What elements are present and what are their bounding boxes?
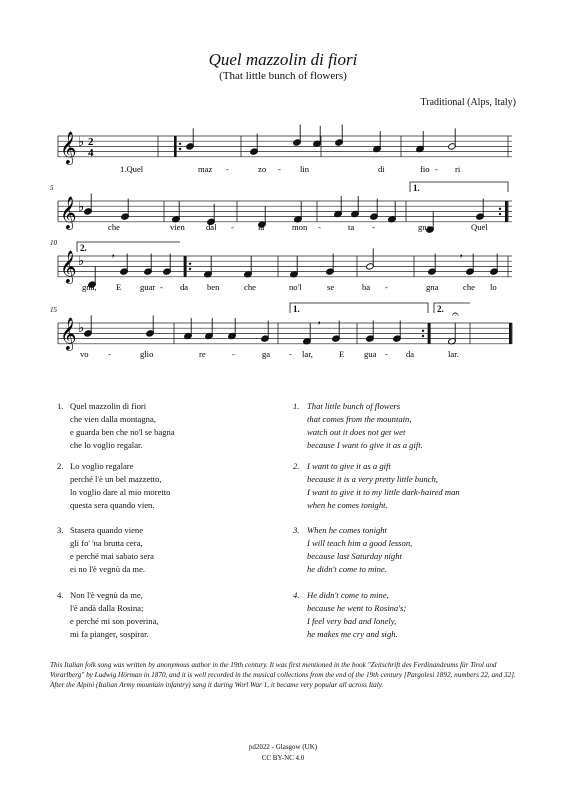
lyric-syllable: - bbox=[318, 222, 321, 232]
lyric-syllable: lin bbox=[300, 164, 310, 174]
verse-line: che lo voglio regalar. bbox=[70, 440, 143, 450]
lyric-syllable: ben bbox=[207, 282, 220, 292]
lyric-syllable: ga bbox=[262, 349, 271, 359]
flat-icon: ♭ bbox=[78, 320, 85, 335]
music-score bbox=[0, 0, 566, 380]
repeat-dot bbox=[499, 213, 501, 215]
lyric-syllable: gna, bbox=[82, 282, 97, 292]
verse-number: 1. bbox=[57, 401, 64, 411]
verse-line: He didn't come to mine, bbox=[307, 590, 389, 600]
verse-number: 2. bbox=[293, 461, 300, 471]
lyric-syllable: fio bbox=[420, 164, 430, 174]
lyric-syllable: di bbox=[378, 164, 385, 174]
volta-label: 1. bbox=[293, 304, 300, 314]
verse-line: e perché mai sabato sera bbox=[70, 551, 154, 561]
lyric-syllable: ri bbox=[455, 164, 461, 174]
verse-line: because it is a very pretty little bunch, bbox=[307, 474, 438, 484]
flat-icon: ♭ bbox=[78, 199, 85, 214]
verse-line: che vien dalla montagna, bbox=[70, 414, 156, 424]
verse-line: I feel very bad and lonely, bbox=[307, 616, 397, 626]
verse-line: because I want to give it as a gift. bbox=[307, 440, 423, 450]
lyric-syllable: che bbox=[463, 282, 475, 292]
fermata-icon: 𝄐 bbox=[452, 307, 459, 321]
verse-line: he makes me cry and sigh. bbox=[307, 629, 398, 639]
repeat-dot bbox=[422, 330, 424, 332]
thick-barline bbox=[428, 323, 431, 344]
system-number: 5 bbox=[50, 184, 54, 192]
volta-label: 2. bbox=[437, 304, 444, 314]
lyric-syllable: - bbox=[372, 222, 375, 232]
verse-line: ei no l'è vegnù da me. bbox=[70, 564, 146, 574]
breath-mark-icon: , bbox=[460, 248, 463, 259]
verse-number: 4. bbox=[57, 590, 64, 600]
repeat-dot bbox=[189, 263, 191, 265]
lyric-syllable: la bbox=[258, 222, 265, 232]
song-subtitle: (That little bunch of flowers) bbox=[219, 70, 347, 82]
lyric-syllable: vo bbox=[80, 349, 89, 359]
breath-mark-icon: , bbox=[112, 248, 115, 259]
lyric-syllable: maz bbox=[198, 164, 213, 174]
repeat-dot bbox=[422, 335, 424, 337]
repeat-dot bbox=[499, 208, 501, 210]
verse-line: perché l'è un bel mazzetto, bbox=[70, 474, 162, 484]
thick-barline bbox=[505, 201, 508, 222]
lyric-syllable: gua bbox=[364, 349, 377, 359]
lyric-syllable: - bbox=[385, 349, 388, 359]
volta-bracket bbox=[77, 242, 180, 252]
lyric-syllable: - bbox=[278, 164, 281, 174]
lyric-syllable: vien bbox=[170, 222, 185, 232]
verse-line: When he comes tonight bbox=[307, 525, 387, 535]
verse-line: mi fa pianger, sospirar. bbox=[70, 629, 149, 639]
volta-bracket bbox=[410, 182, 508, 192]
lyric-syllable: - bbox=[108, 349, 111, 359]
repeat-dot bbox=[179, 143, 181, 145]
lyric-syllable: che bbox=[244, 282, 256, 292]
breath-mark-icon: , bbox=[318, 315, 321, 326]
verse-line: because he went to Rosina's; bbox=[307, 603, 407, 613]
verse-line: I want to give it to my little dark-haired man bbox=[307, 487, 460, 497]
verse-line: he didn't come to mine. bbox=[307, 564, 387, 574]
verse-line: e guarda ben che no'l se bagna bbox=[70, 427, 175, 437]
volta-label: 2. bbox=[80, 243, 87, 253]
lyric-syllable: - bbox=[435, 164, 438, 174]
note-paragraph: This Italian folk song was written by anonymous author in the 19th century. It was first mentioned in the book "Zeitschrift des Ferdinandeums für Tirol und Vorarlberg" by Ludwig Hörman in 1870, and it is well recorded in the musical collections from the end of the 19th century [Pargolesi 1892, numbers 22, and 32]. bbox=[50, 661, 516, 679]
volta-label: 1. bbox=[413, 183, 420, 193]
verse-line: because last Saturday night bbox=[307, 551, 402, 561]
verse-line: Quel mazzolin di fiori bbox=[70, 401, 147, 411]
footer-line-1: pd2022 - Glasgow (UK) bbox=[248, 743, 318, 751]
verse-line: that comes from the mountain, bbox=[307, 414, 412, 424]
lyric-syllable: - bbox=[289, 349, 292, 359]
verse-number: 3. bbox=[293, 525, 300, 535]
lyric-syllable: ba bbox=[362, 282, 371, 292]
verse-number: 2. bbox=[57, 461, 64, 471]
note-paragraph: After the Alpini (Italian Army mountain infantry) sang it during Worl War 1, it became very popular all across Italy. bbox=[50, 681, 384, 689]
lyric-syllable: se bbox=[327, 282, 335, 292]
lyric-syllable: E bbox=[339, 349, 345, 359]
verse-line: Non l'è vegnù da me, bbox=[70, 590, 143, 600]
verse-line: I will teach him a good lesson, bbox=[307, 538, 413, 548]
verse-line: Stasera quando viene bbox=[70, 525, 144, 535]
lyric-syllable: - bbox=[231, 222, 234, 232]
lyric-syllable: che bbox=[108, 222, 120, 232]
lyric-syllable: mon bbox=[292, 222, 308, 232]
lyric-syllable: - bbox=[232, 349, 235, 359]
lyric-syllable: lar, bbox=[302, 349, 313, 359]
historical-note bbox=[50, 660, 530, 690]
verse-line: That little bunch of flowers bbox=[307, 401, 401, 411]
verse-line: questa sera quando vien. bbox=[70, 500, 155, 510]
lyric-syllable: glio bbox=[140, 349, 154, 359]
time-sig-top: 2 bbox=[88, 136, 94, 148]
lyric-syllable: - bbox=[385, 282, 388, 292]
verse-line: Lo voglio regalare bbox=[70, 461, 134, 471]
lyric-syllable: ta bbox=[348, 222, 355, 232]
footer-line-2: CC BY-NC 4.0 bbox=[261, 754, 305, 762]
lyric-syllable: lar. bbox=[448, 349, 459, 359]
lyric-syllable: - bbox=[226, 164, 229, 174]
lyric-syllable: guar bbox=[140, 282, 156, 292]
flat-icon: ♭ bbox=[78, 134, 85, 149]
verse-line: e perché mi son poverina, bbox=[70, 616, 159, 626]
thick-barline bbox=[184, 256, 187, 277]
system-number: 15 bbox=[50, 306, 57, 314]
lyric-syllable: dal bbox=[206, 222, 217, 232]
volta-bracket bbox=[290, 303, 428, 313]
repeat-dot bbox=[189, 268, 191, 270]
lyric-syllable: no'l bbox=[289, 282, 302, 292]
lyric-syllable: re bbox=[199, 349, 206, 359]
lyric-syllable: gna bbox=[426, 282, 439, 292]
treble-clef-icon: 𝄞 bbox=[60, 196, 77, 229]
verse-number: 1. bbox=[293, 401, 300, 411]
lyric-syllable: - bbox=[160, 282, 163, 292]
lyric-syllable: da bbox=[180, 282, 189, 292]
verse-line: lo voglio dare al mio moretto bbox=[70, 487, 171, 497]
lyric-syllable: da bbox=[406, 349, 415, 359]
thick-barline bbox=[509, 323, 512, 344]
composer-credit: Traditional (Alps, Italy) bbox=[420, 97, 516, 108]
verse-line: gli fo' 'na brutta cera, bbox=[70, 538, 143, 548]
verse-line: when he comes tonight. bbox=[307, 500, 388, 510]
lyric-syllable: Quel bbox=[471, 222, 488, 232]
lyric-syllable: 1.Quel bbox=[120, 164, 144, 174]
lyric-syllable: gna, bbox=[418, 222, 433, 232]
verse-line: watch out it does not get wet bbox=[307, 427, 406, 437]
flat-icon: ♭ bbox=[78, 253, 85, 268]
lyric-syllable: zo bbox=[258, 164, 267, 174]
lyric-syllable: lo bbox=[490, 282, 497, 292]
repeat-dot bbox=[179, 148, 181, 150]
treble-clef-icon: 𝄞 bbox=[60, 250, 77, 283]
verse-number: 4. bbox=[293, 590, 300, 600]
lyric-syllable: E bbox=[116, 282, 122, 292]
song-title: Quel mazzolin di fiori bbox=[208, 50, 358, 69]
system-number: 10 bbox=[50, 239, 57, 247]
verse-line: l'è andà dalla Rosina; bbox=[70, 603, 144, 613]
treble-clef-icon: 𝄞 bbox=[60, 317, 77, 350]
thick-barline bbox=[174, 136, 177, 157]
time-sig-bottom: 4 bbox=[88, 147, 94, 159]
verse-number: 3. bbox=[57, 525, 64, 535]
verse-line: I want to give it as a gift bbox=[307, 461, 391, 471]
treble-clef-icon: 𝄞 bbox=[60, 131, 77, 164]
